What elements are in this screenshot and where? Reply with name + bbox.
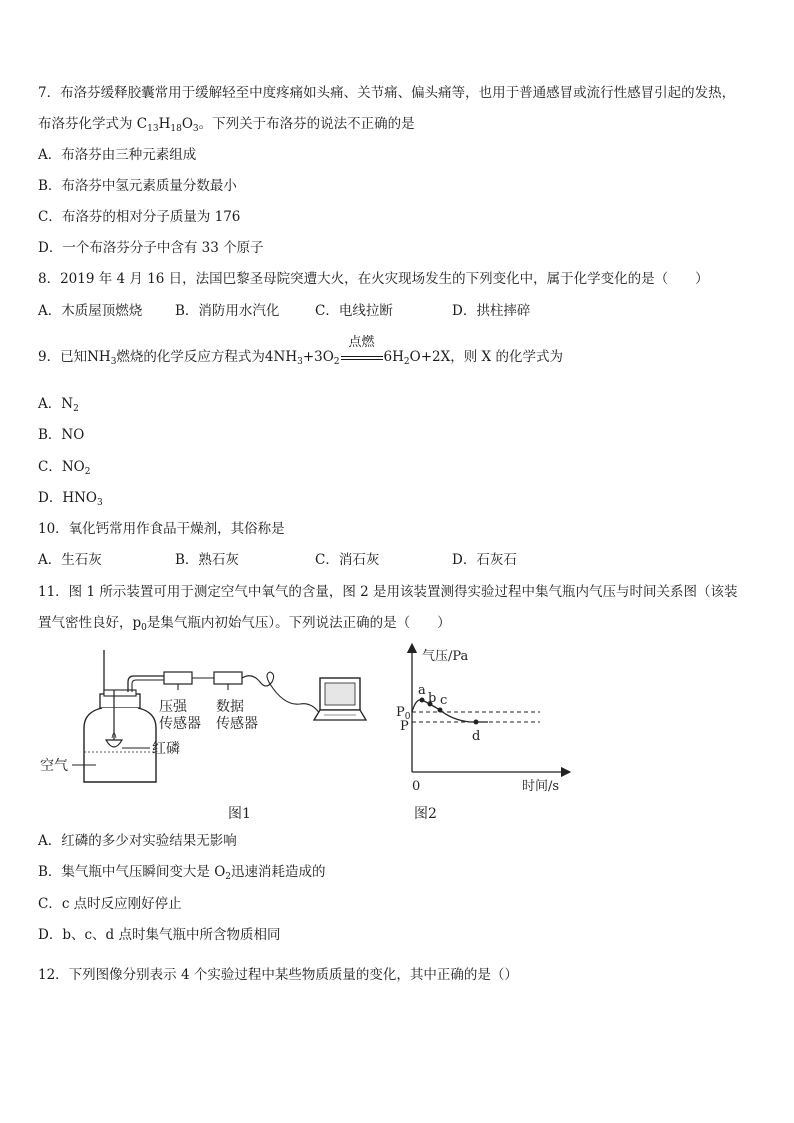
q9-option-a: A．$N_2$	[38, 396, 79, 414]
point-d	[474, 720, 479, 725]
q7-option-a: A．布洛芬由三种元素组成	[38, 147, 197, 163]
gas-bottle	[84, 690, 156, 782]
pressure-curve	[412, 700, 488, 722]
q10-option-c: C．消石灰	[315, 552, 380, 568]
cable	[242, 672, 320, 714]
data-sensor	[214, 672, 242, 684]
p-label: P	[400, 719, 409, 734]
q9-option-d: D．$HNO_3$	[38, 490, 103, 508]
figure-1-apparatus	[38, 642, 368, 827]
figure-2-pressure-graph	[390, 642, 590, 827]
label-d: d	[472, 729, 481, 744]
figure-1-caption: 图1	[228, 806, 251, 822]
q8-stem: 8．2019 年 4 月 16 日，法国巴黎圣母院突遭大火，在火灾现场发生的下列变化中，属于化学变化的是（ ）	[38, 271, 709, 287]
laptop-icon	[314, 678, 366, 720]
q11-stem-line1: 11．图 1 所示装置可用于测定空气中氧气的含量，图 2 是用该装置测得实验过程中集气瓶内气压与时间关系图（该装	[38, 584, 738, 600]
point-a	[420, 698, 425, 703]
origin-label: 0	[412, 779, 421, 794]
y-axis-label: 气压/Pa	[422, 649, 469, 664]
label-b: b	[428, 691, 437, 706]
q8-option-c: C．电线拉断	[315, 303, 393, 319]
q8-option-d: D．拱柱摔碎	[452, 303, 531, 319]
q7-option-c: C．布洛芬的相对分子质量为 176	[38, 209, 241, 225]
q10-option-a: A．生石灰	[38, 552, 102, 568]
q9-equation: $4NH_3+3O_2$ 点燃 $6H_2O+2X$	[264, 335, 451, 367]
q9-stem: 9．已知$NH_3$燃烧的化学反应方程式为$4NH_3+3O_2$ 点燃 $6H_2O+2X$，则 X 的化学式为	[38, 335, 563, 367]
q7-option-b: B．布洛芬中氢元素质量分数最小	[38, 178, 237, 194]
q7-option-d: D．一个布洛芬分子中含有 33 个原子	[38, 240, 264, 256]
label-c: c	[440, 693, 448, 708]
q7-stem-line2: 布洛芬化学式为 $C_{13}H_{18}O_3$。下列关于布洛芬的说法不正确的是	[38, 116, 415, 134]
sensor1-label-line2: 传感器	[159, 716, 201, 732]
sensor2-label-line1: 数据	[216, 699, 244, 715]
pressure-sensor	[164, 672, 192, 684]
q11-option-d: D．b、c、d 点时集气瓶中所含物质相同	[38, 927, 281, 943]
q7-stem-line1: 7．布洛芬缓释胶囊常用于缓解轻至中度疼痛如头痛、关节痛、偏头痛等，也用于普通感冒或流行性感冒引起的发热，	[38, 85, 736, 101]
q10-option-d: D．石灰石	[452, 552, 517, 568]
q11-option-a: A．红磷的多少对实验结果无影响	[38, 833, 237, 849]
reaction-arrow: 点燃	[340, 348, 384, 366]
q11-option-c: C．c 点时反应刚好停止	[38, 896, 182, 912]
q12-stem: 12．下列图像分别表示 4 个实验过程中某些物质质量的变化，其中正确的是（）	[38, 967, 518, 983]
q10-option-b: B．熟石灰	[175, 552, 239, 568]
q8-option-a: A．木质屋顶燃烧	[38, 303, 143, 319]
q11-option-b: B．集气瓶中气压瞬间变大是 $O_2$迅速消耗造成的	[38, 864, 326, 882]
q8-option-b: B．消防用水汽化	[175, 303, 280, 319]
red-phosphorus-label: 红磷	[152, 741, 180, 757]
figure-2-caption: 图2	[414, 806, 437, 822]
q10-stem: 10．氧化钙常用作食品干燥剂，其俗称是	[38, 521, 285, 537]
point-c	[438, 708, 443, 713]
sensor1-label-line1: 压强	[159, 699, 187, 715]
p0-label: $P_0$	[396, 705, 411, 722]
q11-stem-line2: 置气密性良好，$p_0$是集气瓶内初始气压）。下列说法正确的是（ ）	[38, 615, 451, 633]
label-a: a	[418, 683, 426, 698]
air-label: 空气	[40, 758, 68, 774]
q9-option-c: C．$NO_2$	[38, 459, 91, 477]
sensor2-label-line2: 传感器	[216, 716, 258, 732]
x-axis-label: 时间/s	[522, 779, 560, 794]
q9-option-b: B．NO	[38, 427, 85, 443]
